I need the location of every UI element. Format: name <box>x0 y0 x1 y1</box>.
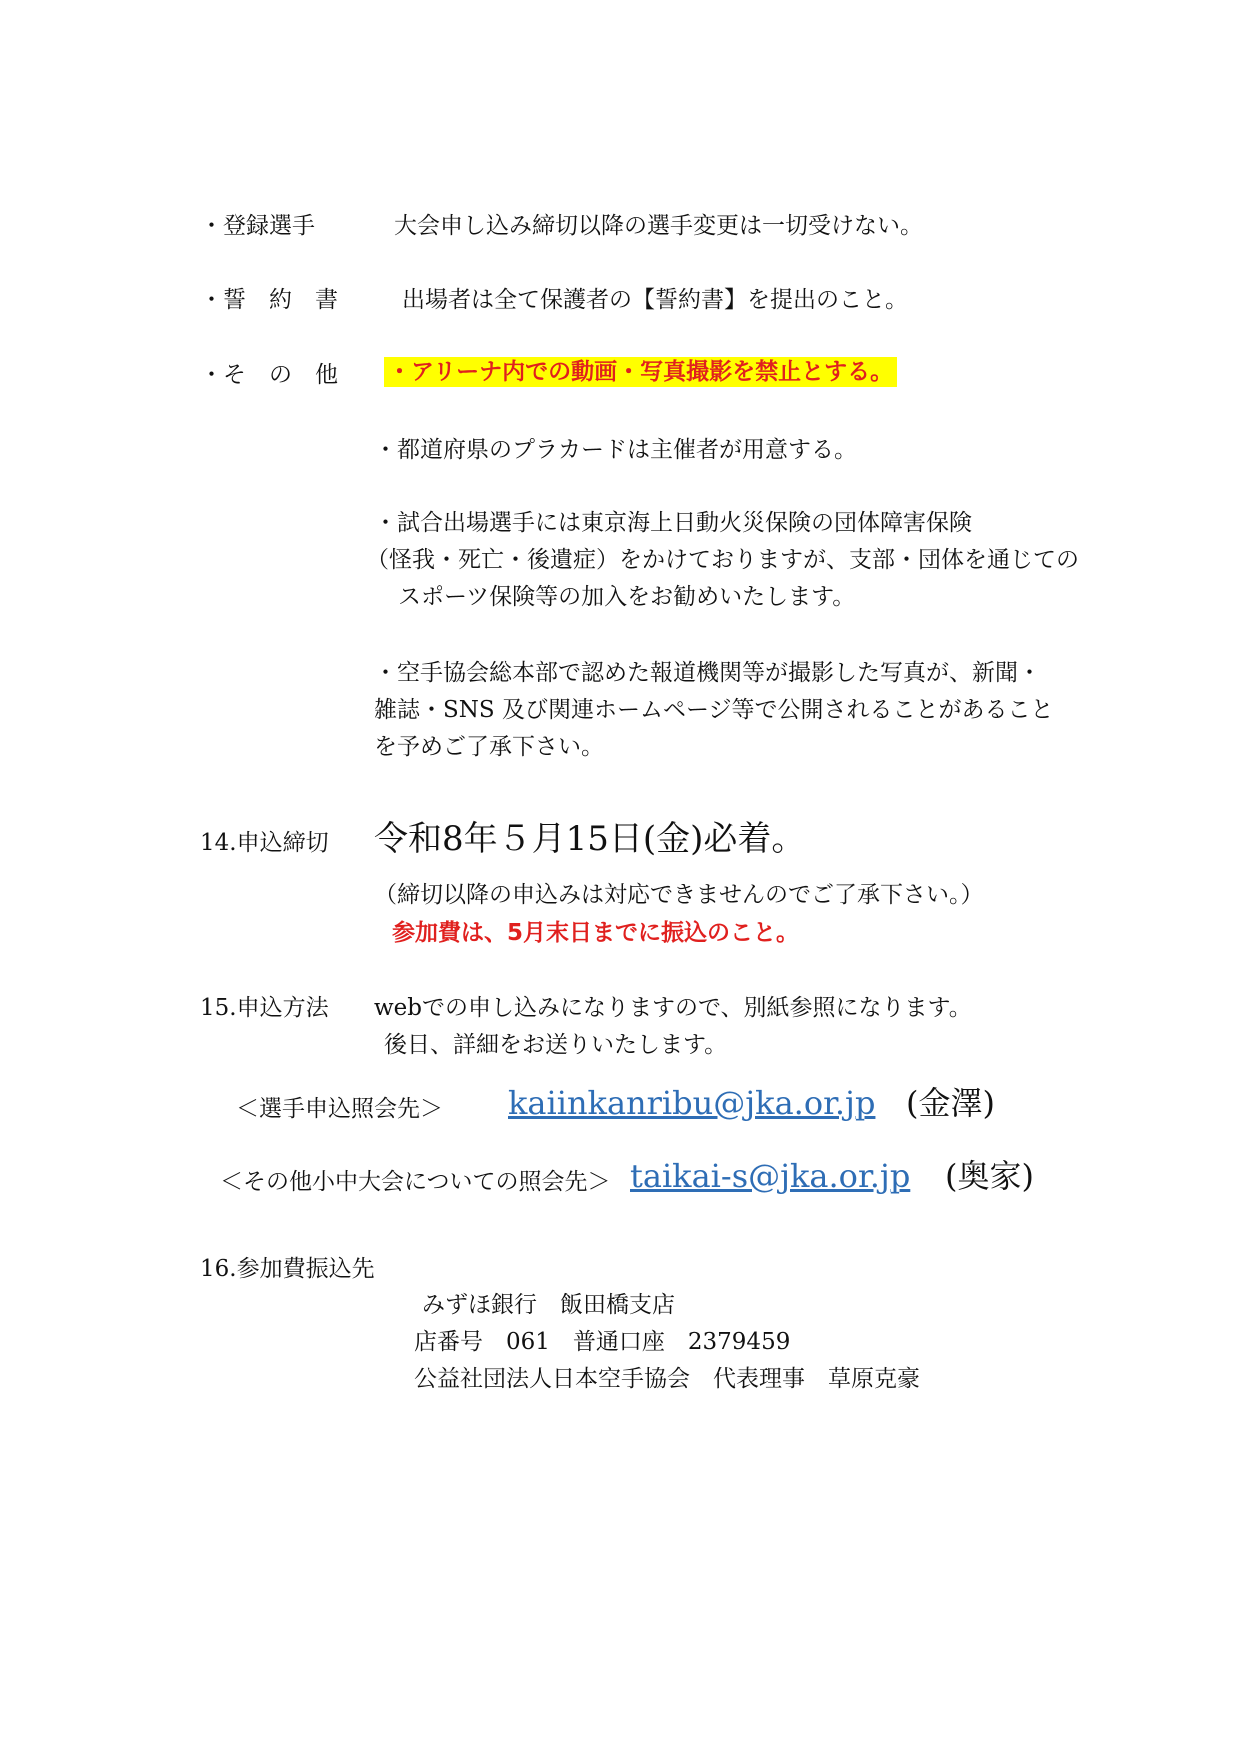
insurance-line-2: （怪我・死亡・後遺症）をかけておりますが、支部・団体を通じての <box>366 547 1079 573</box>
deadline-date: 令和8年５月15日(金)必着。 <box>374 819 806 859</box>
method-line-1: webでの申し込みになりますので、別紙参照になります。 <box>374 995 972 1021</box>
contact-email-players[interactable]: kaiinkanribu@jka.or.jp <box>508 1084 876 1122</box>
other-label: ・そ の 他 <box>200 362 338 388</box>
registered-text: 大会申し込み締切以降の選手変更は一切受けない。 <box>394 213 923 239</box>
bank-name: みずほ銀行 飯田橋支店 <box>422 1292 675 1318</box>
method-line-2: 後日、詳細をお送りいたします。 <box>384 1032 728 1058</box>
contact-label-players: ＜選手申込照会先＞ <box>236 1096 443 1122</box>
contact-person-other: (奥家) <box>945 1157 1034 1195</box>
bank-account: 店番号 061 普通口座 2379459 <box>414 1329 791 1355</box>
deadline-note: （締切以降の申込みは対応できませんのでご了承下さい。） <box>374 882 984 908</box>
placard-text: ・都道府県のプラカードは主催者が用意する。 <box>374 437 857 463</box>
bank-holder: 公益社団法人日本空手協会 代表理事 草原克豪 <box>414 1366 920 1392</box>
photos-line-1: ・空手協会総本部で認めた報道機関等が撮影した写真が、新聞・ <box>374 660 1041 686</box>
photos-line-3: を予めご了承下さい。 <box>374 734 604 760</box>
method-label: 15.申込方法 <box>200 995 329 1021</box>
photo-ban-text: ・アリーナ内での動画・写真撮影を禁止とする。 <box>384 357 897 387</box>
contact-label-other: ＜その他小中大会についての照会先＞ <box>220 1169 611 1195</box>
bank-label: 16.参加費振込先 <box>200 1256 375 1282</box>
contact-person-players: (金澤) <box>906 1084 995 1122</box>
insurance-line-1: ・試合出場選手には東京海上日動火災保険の団体障害保険 <box>374 510 972 536</box>
contact-email-other[interactable]: taikai-s@jka.or.jp <box>630 1157 911 1195</box>
deadline-label: 14.申込締切 <box>200 830 329 856</box>
photos-line-2: 雑誌・SNS 及び関連ホームページ等で公開されることがあること <box>374 697 1054 723</box>
insurance-line-3: スポーツ保険等の加入をお勧めいたします。 <box>398 584 856 610</box>
pledge-text: 出場者は全て保護者の【誓約書】を提出のこと。 <box>402 287 908 313</box>
registered-label: ・登録選手 <box>200 213 315 239</box>
photo-ban-notice <box>384 357 897 387</box>
fee-deadline-note: 参加費は、5月末日までに振込のこと。 <box>392 920 800 946</box>
pledge-label: ・誓 約 書 <box>200 287 338 313</box>
